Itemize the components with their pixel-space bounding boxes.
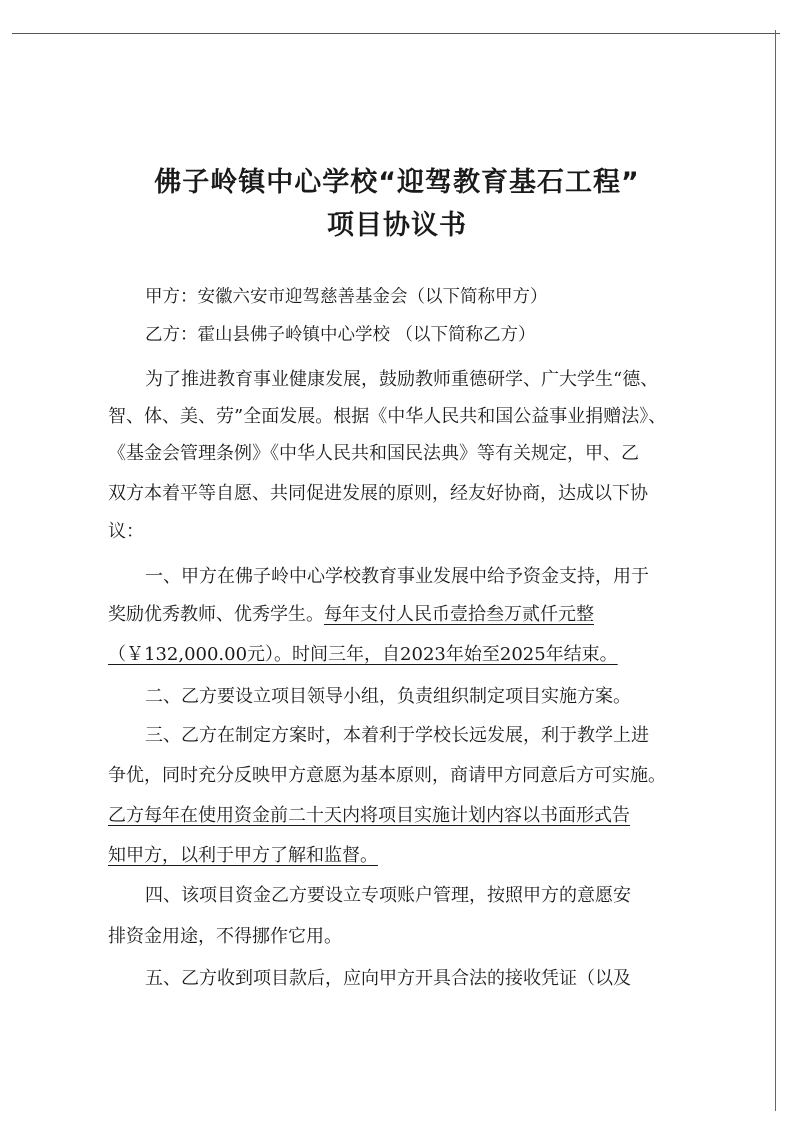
- scan-border-top: [12, 33, 780, 34]
- clause3-line-1: 三、乙方在制定方案时，本着利于学校长远发展，利于教学上进: [145, 725, 649, 746]
- clause5-line-1: 五、乙方收到项目款后，应向甲方开具合法的接收凭证（以及: [145, 968, 631, 989]
- party-b: 乙方：霍山县佛子岭镇中心学校 （以下简称乙方）: [145, 325, 536, 345]
- preamble-line-3: 《基金会管理条例》《中华人民共和国民法典》等有关规定，甲、乙: [108, 443, 639, 464]
- preamble-line-1: 为了推进教育事业健康发展，鼓励教师重德研学、广大学生“德、: [145, 369, 659, 390]
- document-title-line2: 项目协议书: [327, 210, 467, 241]
- preamble-line-2: 智、体、美、劳”全面发展。根据《中华人民共和国公益事业捐赠法》、: [108, 406, 667, 427]
- preamble-line-5: 议：: [108, 521, 144, 542]
- clause2-line-1: 二、乙方要设立项目领导小组，负责组织制定项目实施方案。: [145, 686, 631, 707]
- clause3-line-2: 争优，同时充分反映甲方意愿为基本原则，商请甲方同意后方可实施。: [108, 765, 666, 786]
- clause1-line-3: （￥132,000.00元）。时间三年，自2023年始至2025年结束。: [108, 644, 618, 665]
- clause1-line-2-plain: 奖励优秀教师、优秀学生。: [108, 604, 324, 625]
- clause1-line-1: 一、甲方在佛子岭中心学校教育事业发展中给予资金支持，用于: [145, 566, 649, 587]
- clause1-line-2: [108, 603, 594, 627]
- clause3-line-4: 知甲方，以利于甲方了解和监督。: [108, 845, 378, 866]
- document-title-line1: 佛子岭镇中心学校“迎驾教育基石工程”: [154, 167, 640, 198]
- clause3-line-3: 乙方每年在使用资金前二十天内将项目实施计划内容以书面形式告: [108, 805, 630, 826]
- clause1-payment-amount: 每年支付人民币壹拾叁万贰仟元整: [324, 604, 594, 625]
- clause4-line-1: 四、该项目资金乙方要设立专项账户管理，按照甲方的意愿安: [145, 885, 631, 906]
- party-a: 甲方：安徽六安市迎驾慈善基金会（以下简称甲方）: [145, 287, 548, 307]
- preamble-line-4: 双方本着平等自愿、共同促进发展的原则，经友好协商，达成以下协: [108, 483, 648, 504]
- clause4-line-2: 排资金用途，不得挪作它用。: [108, 926, 342, 947]
